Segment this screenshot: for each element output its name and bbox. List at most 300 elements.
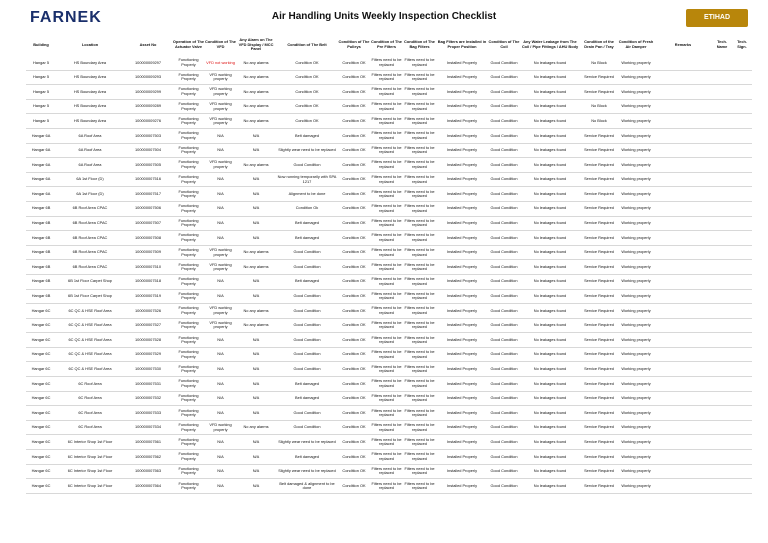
table-cell: VFD not working (206, 59, 235, 65)
table-cell: Filters need to be replaced (371, 217, 402, 228)
table-cell: No leakages found (533, 88, 567, 94)
table-cell: Working properly (621, 468, 651, 474)
table-cell (732, 289, 752, 304)
table-cell: Service Required (584, 278, 614, 284)
table-cell: Installed Properly (446, 117, 478, 123)
table-cell: Condition OK (295, 103, 319, 109)
table-cell: Functioning Properly (178, 319, 199, 330)
table-cell: Filters need to be replaced (404, 232, 435, 242)
table-cell: Installed Properly (446, 278, 478, 284)
table-cell: 6B Roof Area CPAC (72, 205, 108, 211)
table-cell (712, 333, 732, 348)
table-row (26, 362, 752, 377)
table-cell: No leakages found (533, 468, 567, 474)
table-cell: Hangar 6C (31, 409, 51, 415)
table-cell: No leakages found (533, 482, 567, 488)
table-cell: 100000007534 (135, 424, 161, 430)
table-cell: Working properly (621, 482, 651, 488)
table-cell (712, 362, 732, 377)
table-cell: Condition OK (342, 395, 366, 401)
table-cell: Good Condition (490, 482, 518, 488)
table-cell (732, 377, 752, 392)
table-cell: 6C Roof Area (78, 409, 102, 415)
table-cell: Service Required (584, 366, 614, 372)
table-cell: Functioning Properly (178, 130, 199, 140)
table-cell (654, 318, 712, 333)
table-cell: Service Required (584, 190, 614, 196)
badge-text: ETIHAD ENGINEERING (692, 14, 742, 39)
table-cell: Good Condition (490, 220, 518, 226)
column-header: Building (33, 41, 49, 47)
table-cell: 100000009276 (135, 117, 161, 123)
table-cell: No any alarms (243, 263, 269, 269)
table-cell: Service Required (584, 336, 614, 342)
table-cell: No any alarms (243, 161, 269, 167)
table-cell: No Block (591, 59, 607, 65)
table-cell (654, 143, 712, 158)
table-cell: No leakages found (533, 351, 567, 357)
table-cell: Condition Ok (295, 205, 319, 211)
table-cell (712, 128, 732, 143)
column-header: Condition of The Pulleys (338, 39, 370, 49)
table-cell: Hangar 6A (31, 190, 51, 196)
table-row (26, 70, 752, 85)
table-cell: Functioning Properly (178, 203, 199, 213)
table-cell: No leakages found (533, 336, 567, 342)
table-cell: Functioning Properly (178, 86, 199, 96)
table-cell: VFD working properly (209, 247, 232, 257)
table-cell: 6A 1st Floor (D) (76, 176, 104, 182)
table-cell (654, 435, 712, 450)
table-cell: No leakages found (533, 132, 567, 138)
table-cell: 100000007509 (135, 249, 161, 255)
table-cell (712, 158, 732, 173)
table-row (26, 99, 752, 114)
table-cell: Filters need to be replaced (404, 130, 435, 140)
table-cell: Filters need to be replaced (404, 217, 435, 228)
table-cell: Service Required (584, 132, 614, 138)
table-cell: No leakages found (533, 176, 567, 182)
table-row (26, 187, 752, 202)
table-cell: Now running temporarily with SPA 1217 (277, 174, 337, 184)
table-cell: N/A (252, 395, 260, 401)
table-cell: Belt damaged (294, 380, 319, 386)
table-cell: Filters need to be replaced (371, 174, 402, 184)
table-cell: Hangar 5 (32, 103, 49, 109)
table-cell: Functioning Properly (178, 465, 199, 476)
table-cell (654, 391, 712, 406)
table-cell: No leakages found (533, 409, 567, 415)
column-header: Condition of The Pre Filters (371, 39, 402, 49)
table-cell: Working properly (621, 176, 651, 182)
table-cell: Working properly (621, 249, 651, 255)
table-cell: No leakages found (533, 380, 567, 386)
table-cell: Hangar 6C (31, 468, 51, 474)
column-header: Asset No (139, 41, 157, 47)
table-cell: Condition OK (342, 322, 366, 328)
table-cell: No leakages found (533, 322, 567, 328)
table-cell: N/A (217, 336, 224, 342)
table-cell: Filters need to be replaced (404, 305, 435, 315)
table-cell: Functioning Properly (178, 101, 199, 111)
table-cell: Condition OK (342, 438, 366, 444)
table-cell: Good Condition (490, 424, 518, 430)
table-cell: Working properly (621, 190, 651, 196)
table-cell: 6B Roof Area CPAC (72, 249, 108, 255)
column-header: Condition of The Coil (488, 39, 520, 49)
table-cell: N/A (252, 482, 260, 488)
table-cell: Condition OK (342, 453, 366, 459)
table-cell: Functioning Properly (178, 115, 199, 126)
table-row (26, 450, 752, 465)
table-cell: No leakages found (533, 190, 567, 196)
table-row (26, 274, 752, 289)
table-cell: Filters need to be replaced (404, 465, 435, 476)
table-cell: Filters need to be replaced (371, 392, 402, 403)
table-cell (654, 85, 712, 100)
table-cell (732, 99, 752, 114)
table-cell: Belt damaged (294, 453, 319, 459)
table-cell: No leakages found (533, 366, 567, 372)
table-cell: 6B 1st Floor Carpet Shop (68, 293, 112, 299)
table-cell: Installed Properly (446, 424, 478, 430)
table-cell: Filters need to be replaced (404, 159, 435, 169)
table-cell (654, 406, 712, 421)
table-cell: Good Condition (490, 395, 518, 401)
table-cell: Working properly (621, 147, 651, 153)
table-cell: 100000007516 (135, 176, 161, 182)
table-cell: Condition OK (342, 278, 366, 284)
table-cell (712, 318, 732, 333)
table-cell: HS Boundary Area (73, 59, 107, 65)
table-cell (732, 304, 752, 319)
table-cell (732, 464, 752, 479)
table-cell: Installed Properly (446, 307, 478, 313)
table-cell: Good Condition (490, 88, 518, 94)
table-cell: Filters need to be replaced (371, 71, 402, 82)
table-cell: Good Condition (490, 293, 518, 299)
table-cell: Working properly (621, 220, 651, 226)
table-cell (712, 347, 732, 362)
table-cell: VFD working properly (209, 159, 232, 169)
table-cell: Good Condition (293, 263, 321, 269)
table-cell: Good Condition (490, 322, 518, 328)
column-header: Tech. Sign. (737, 39, 747, 49)
table-cell (712, 231, 732, 246)
table-cell: 100000007531 (135, 380, 161, 386)
table-cell: Working properly (621, 336, 651, 342)
table-cell: Condition OK (342, 263, 366, 269)
table-cell: Filters need to be replaced (371, 363, 402, 374)
table-cell: Condition OK (342, 409, 366, 415)
table-cell: Good Condition (293, 336, 321, 342)
table-cell: Installed Properly (446, 147, 478, 153)
table-cell: No leakages found (533, 278, 567, 284)
table-cell (654, 464, 712, 479)
table-cell: Condition OK (342, 293, 366, 299)
table-cell: Installed Properly (446, 336, 478, 342)
table-cell: Working properly (621, 59, 651, 65)
table-cell: 6C Roof Area (78, 395, 102, 401)
table-cell: No leakages found (533, 74, 567, 80)
table-cell: Slightly wear need to be replaced (278, 438, 336, 444)
table-cell: VFD working properly (209, 319, 232, 330)
table-cell: Filters need to be replaced (404, 392, 435, 403)
table-cell: No any alarms (243, 424, 269, 430)
table-cell: Condition OK (342, 147, 366, 153)
table-cell (732, 450, 752, 465)
table-cell (654, 333, 712, 348)
table-cell: Filters need to be replaced (371, 57, 402, 67)
table-cell: 6A 1st Floor (D) (76, 190, 104, 196)
table-cell: Slightly wear need to be replaced (278, 468, 336, 474)
table-cell: Condition OK (342, 380, 366, 386)
table-cell: Service Required (584, 263, 614, 269)
table-cell: 6A Roof Area (78, 147, 102, 153)
table-cell (732, 172, 752, 187)
table-cell: Condition OK (342, 482, 366, 488)
table-cell: Hangar 6A (31, 176, 51, 182)
table-cell: Working properly (621, 438, 651, 444)
table-cell: Working properly (621, 395, 651, 401)
table-cell: Filters need to be replaced (371, 247, 402, 257)
table-cell (732, 318, 752, 333)
table-cell: Condition OK (342, 366, 366, 372)
table-cell: Filters need to be replaced (404, 261, 435, 272)
table-cell (654, 70, 712, 85)
column-header: Any Water Leakage from The Coil / Pipe Fittings / AHU Body (521, 39, 579, 49)
table-cell (732, 128, 752, 143)
table-cell (654, 158, 712, 173)
table-cell: VFD working properly (209, 422, 232, 432)
table-cell: Functioning Properly (178, 436, 199, 447)
column-header: Condition of Fresh Air Damper (618, 39, 654, 49)
table-cell: Hangar 6C (31, 366, 51, 372)
table-cell: Filters need to be replaced (404, 174, 435, 184)
table-cell: Working properly (621, 351, 651, 357)
table-cell (712, 377, 732, 392)
table-cell: Functioning Properly (178, 159, 199, 169)
table-cell: N/A (217, 468, 224, 474)
table-cell: Good Condition (490, 132, 518, 138)
table-cell: 6B Roof Area CPAC (72, 234, 108, 240)
table-cell: No any alarms (243, 103, 269, 109)
table-cell (712, 114, 732, 129)
table-cell: 6B Roof Area CPAC (72, 220, 108, 226)
table-cell: Hangar 5 (32, 59, 49, 65)
table-cell: Filters need to be replaced (371, 86, 402, 96)
table-cell: Filters need to be replaced (371, 144, 402, 155)
table-cell (732, 143, 752, 158)
table-cell: Hangar 6C (31, 336, 51, 342)
table-cell: Filters need to be replaced (371, 232, 402, 242)
table-cell: Filters need to be replaced (371, 101, 402, 111)
table-cell: 100000007506 (135, 205, 161, 211)
table-row (26, 464, 752, 479)
table-cell: Condition OK (342, 88, 366, 94)
table-cell: Working properly (621, 103, 651, 109)
table-cell (712, 260, 732, 275)
table-cell: Condition OK (295, 117, 319, 123)
table-cell: 100000007533 (135, 409, 161, 415)
table-cell: No any alarms (243, 249, 269, 255)
table-cell (654, 347, 712, 362)
table-cell: Condition OK (342, 234, 366, 240)
table-cell: Service Required (584, 234, 614, 240)
table-cell: 100000007526 (135, 307, 161, 313)
table-cell: Working properly (621, 161, 651, 167)
table-cell: N/A (252, 190, 260, 196)
table-cell: N/A (217, 293, 224, 299)
column-header: Operation of The Actuator Valve (172, 39, 205, 49)
table-cell: Functioning Properly (178, 349, 199, 359)
table-cell: Good Condition (490, 380, 518, 386)
table-cell: Good Condition (490, 351, 518, 357)
table-cell: N/A (217, 147, 224, 153)
table-cell: Condition OK (342, 176, 366, 182)
table-cell (712, 406, 732, 421)
column-header: Condition of The VFD (205, 39, 236, 49)
table-cell (654, 201, 712, 216)
table-cell: Filters need to be replaced (371, 451, 402, 461)
table-cell: N/A (252, 351, 260, 357)
table-cell (732, 231, 752, 246)
table-cell (712, 70, 732, 85)
table-cell: Filters need to be replaced (404, 144, 435, 155)
table-cell: 100000007562 (135, 453, 161, 459)
table-cell: Installed Properly (446, 351, 478, 357)
table-cell: N/A (252, 453, 260, 459)
table-cell (732, 391, 752, 406)
table-cell: Filters need to be replaced (371, 349, 402, 359)
table-row (26, 245, 752, 260)
table-cell: Good Condition (293, 424, 321, 430)
table-cell: Belt damaged (294, 234, 319, 240)
table-row (26, 85, 752, 100)
table-cell: Working properly (621, 307, 651, 313)
table-cell: No any alarms (243, 74, 269, 80)
table-cell: N/A (252, 293, 260, 299)
table-cell: Service Required (584, 220, 614, 226)
table-cell: Hangar 6C (31, 307, 51, 313)
table-row (26, 435, 752, 450)
table-cell (712, 99, 732, 114)
column-header: Location (81, 41, 99, 47)
table-row (26, 172, 752, 187)
table-cell (712, 85, 732, 100)
table-cell: 100000009293 (135, 74, 161, 80)
table-cell: Hangar 6B (31, 293, 51, 299)
table-cell (654, 450, 712, 465)
table-cell: Good Condition (490, 205, 518, 211)
table-cell: Service Required (584, 322, 614, 328)
table-cell: VFD working properly (209, 115, 232, 126)
table-cell: Hangar 6B (31, 263, 51, 269)
table-cell: 6C QC & HSE Roof Area (68, 307, 112, 313)
table-cell (732, 85, 752, 100)
table-cell: Filters need to be replaced (371, 436, 402, 447)
table-cell (654, 187, 712, 202)
table-cell: Filters need to be replaced (371, 378, 402, 388)
table-cell: Hangar 6A (31, 132, 51, 138)
table-cell: Installed Properly (446, 249, 478, 255)
table-cell: Good Condition (490, 74, 518, 80)
table-cell (732, 216, 752, 231)
table-cell (654, 231, 712, 246)
table-cell: Hangar 6C (31, 395, 51, 401)
table-cell: N/A (217, 205, 224, 211)
table-cell: No leakages found (533, 307, 567, 313)
table-cell: Good Condition (490, 438, 518, 444)
table-cell: Installed Properly (446, 88, 478, 94)
table-cell: 6C Roof Area (78, 380, 102, 386)
table-cell: Functioning Properly (178, 276, 199, 286)
table-cell (712, 289, 732, 304)
table-cell: Working properly (621, 409, 651, 415)
table-cell: N/A (252, 220, 260, 226)
table-cell: Hangar 6B (31, 278, 51, 284)
table-cell: 6A Roof Area (78, 161, 102, 167)
table-cell: Installed Properly (446, 468, 478, 474)
table-cell: Service Required (584, 351, 614, 357)
table-cell: No any alarms (243, 307, 269, 313)
table-cell: 100000007508 (135, 234, 161, 240)
table-cell: Filters need to be replaced (371, 334, 402, 345)
table-cell: Good Condition (490, 278, 518, 284)
table-cell: Filters need to be replaced (404, 290, 435, 301)
table-cell (654, 479, 712, 494)
table-row (26, 128, 752, 143)
table-cell: Condition OK (342, 190, 366, 196)
table-cell: Good Condition (490, 249, 518, 255)
table-cell: Good Condition (490, 190, 518, 196)
table-cell: N/A (217, 220, 224, 226)
table-cell: No leakages found (533, 424, 567, 430)
table-cell: Filters need to be replaced (404, 363, 435, 374)
table-cell: Service Required (584, 74, 614, 80)
table-cell: Functioning Properly (178, 174, 199, 184)
table-cell: VFD working properly (209, 305, 232, 315)
column-header: Condition of The Bag Filters (404, 39, 435, 49)
table-cell: No any alarms (243, 117, 269, 123)
column-header: Bag Filters are Installed in Proper Position (437, 39, 487, 49)
table-row (26, 406, 752, 421)
table-cell: 100000007563 (135, 468, 161, 474)
table-cell: Good Condition (293, 409, 321, 415)
table-cell: Filters need to be replaced (404, 334, 435, 345)
table-cell: 6B Roof Area CPAC (72, 263, 108, 269)
table-cell: Installed Properly (446, 293, 478, 299)
table-cell (732, 201, 752, 216)
table-cell: Filters need to be replaced (404, 276, 435, 286)
table-cell: Good Condition (490, 161, 518, 167)
table-cell: Functioning Properly (178, 422, 199, 432)
table-cell: Filters need to be replaced (404, 101, 435, 111)
column-header: Any Alarm on The VFD Display / MCC Panel (238, 37, 274, 52)
table-cell: Hangar 6C (31, 322, 51, 328)
table-cell: Hangar 6B (31, 220, 51, 226)
table-cell: Working properly (621, 278, 651, 284)
table-cell (654, 56, 712, 70)
table-cell: No leakages found (533, 103, 567, 109)
table-row (26, 143, 752, 158)
table-cell: Filters need to be replaced (371, 407, 402, 418)
table-cell (732, 56, 752, 70)
table-cell (732, 347, 752, 362)
table-cell (712, 391, 732, 406)
table-cell: 100000007527 (135, 322, 161, 328)
table-cell (732, 158, 752, 173)
